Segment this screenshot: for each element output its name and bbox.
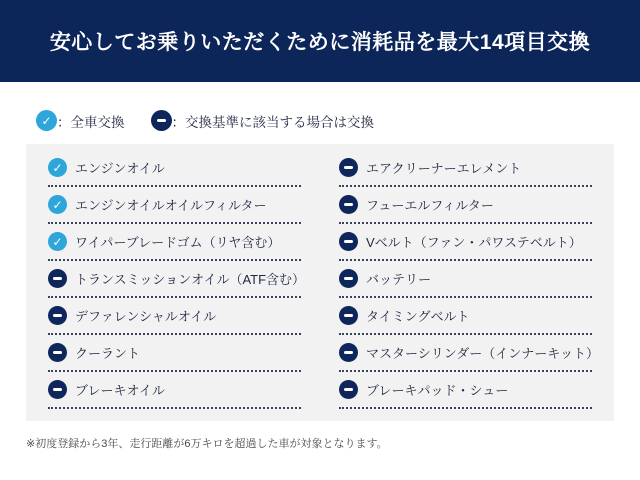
minus-icon	[151, 110, 172, 131]
minus-icon	[339, 306, 358, 325]
item-label: タイミングベルト	[366, 309, 470, 324]
list-item	[339, 224, 592, 261]
minus-icon	[48, 343, 67, 362]
legend	[36, 110, 640, 131]
list-item	[48, 335, 301, 372]
legend-label: ：交換基準に該当する場合は交換	[171, 114, 374, 130]
items-column-right	[339, 150, 599, 409]
minus-icon	[339, 343, 358, 362]
check-icon	[48, 232, 67, 251]
list-item	[339, 150, 592, 187]
item-label: Vベルト（ファン・パワステベルト）	[366, 235, 582, 250]
item-label: マスターシリンダー（インナーキット）	[366, 346, 599, 361]
item-label: クーラント	[75, 346, 141, 361]
item-label: ブレーキオイル	[75, 383, 165, 398]
list-item	[339, 187, 592, 224]
items-column-left	[48, 150, 306, 409]
item-label: エアクリーナーエレメント	[366, 161, 522, 176]
check-icon	[48, 195, 67, 214]
item-label: エンジンオイル	[75, 161, 165, 176]
item-label: バッテリー	[366, 272, 432, 287]
minus-icon	[48, 306, 67, 325]
list-item	[48, 372, 301, 409]
item-label: ワイパーブレードゴム（リヤ含む）	[75, 235, 281, 250]
page-title: 安心してお乗りいただくために消耗品を最大14項目交換	[49, 31, 591, 54]
legend-entry-all-cars	[36, 110, 125, 131]
minus-icon	[339, 158, 358, 177]
minus-icon	[48, 269, 67, 288]
list-item	[48, 224, 301, 261]
items-panel	[26, 144, 614, 421]
item-label: デファレンシャルオイル	[75, 309, 217, 324]
check-icon	[36, 110, 57, 131]
minus-icon	[48, 380, 67, 399]
list-item	[339, 335, 599, 372]
list-item	[48, 298, 301, 335]
legend-label: ：全車交換	[57, 114, 125, 130]
list-item	[48, 150, 301, 187]
list-item	[339, 372, 592, 409]
list-item	[48, 261, 306, 298]
item-label: トランスミッションオイル（ATF含む）	[75, 272, 306, 287]
item-label: ブレーキパッド・シュー	[366, 383, 509, 398]
minus-icon	[339, 232, 358, 251]
minus-icon	[339, 380, 358, 399]
list-item	[48, 187, 301, 224]
legend-entry-conditional	[151, 110, 375, 131]
footer-note: ※初度登録から3年、走行距離が6万キロを超過した車が対象となります。	[26, 438, 388, 450]
item-label: エンジンオイルオイルフィルター	[75, 198, 267, 213]
list-item	[339, 298, 592, 335]
list-item	[339, 261, 592, 298]
minus-icon	[339, 269, 358, 288]
item-label: フューエルフィルター	[366, 198, 494, 213]
header-banner	[0, 0, 640, 82]
check-icon	[48, 158, 67, 177]
minus-icon	[339, 195, 358, 214]
